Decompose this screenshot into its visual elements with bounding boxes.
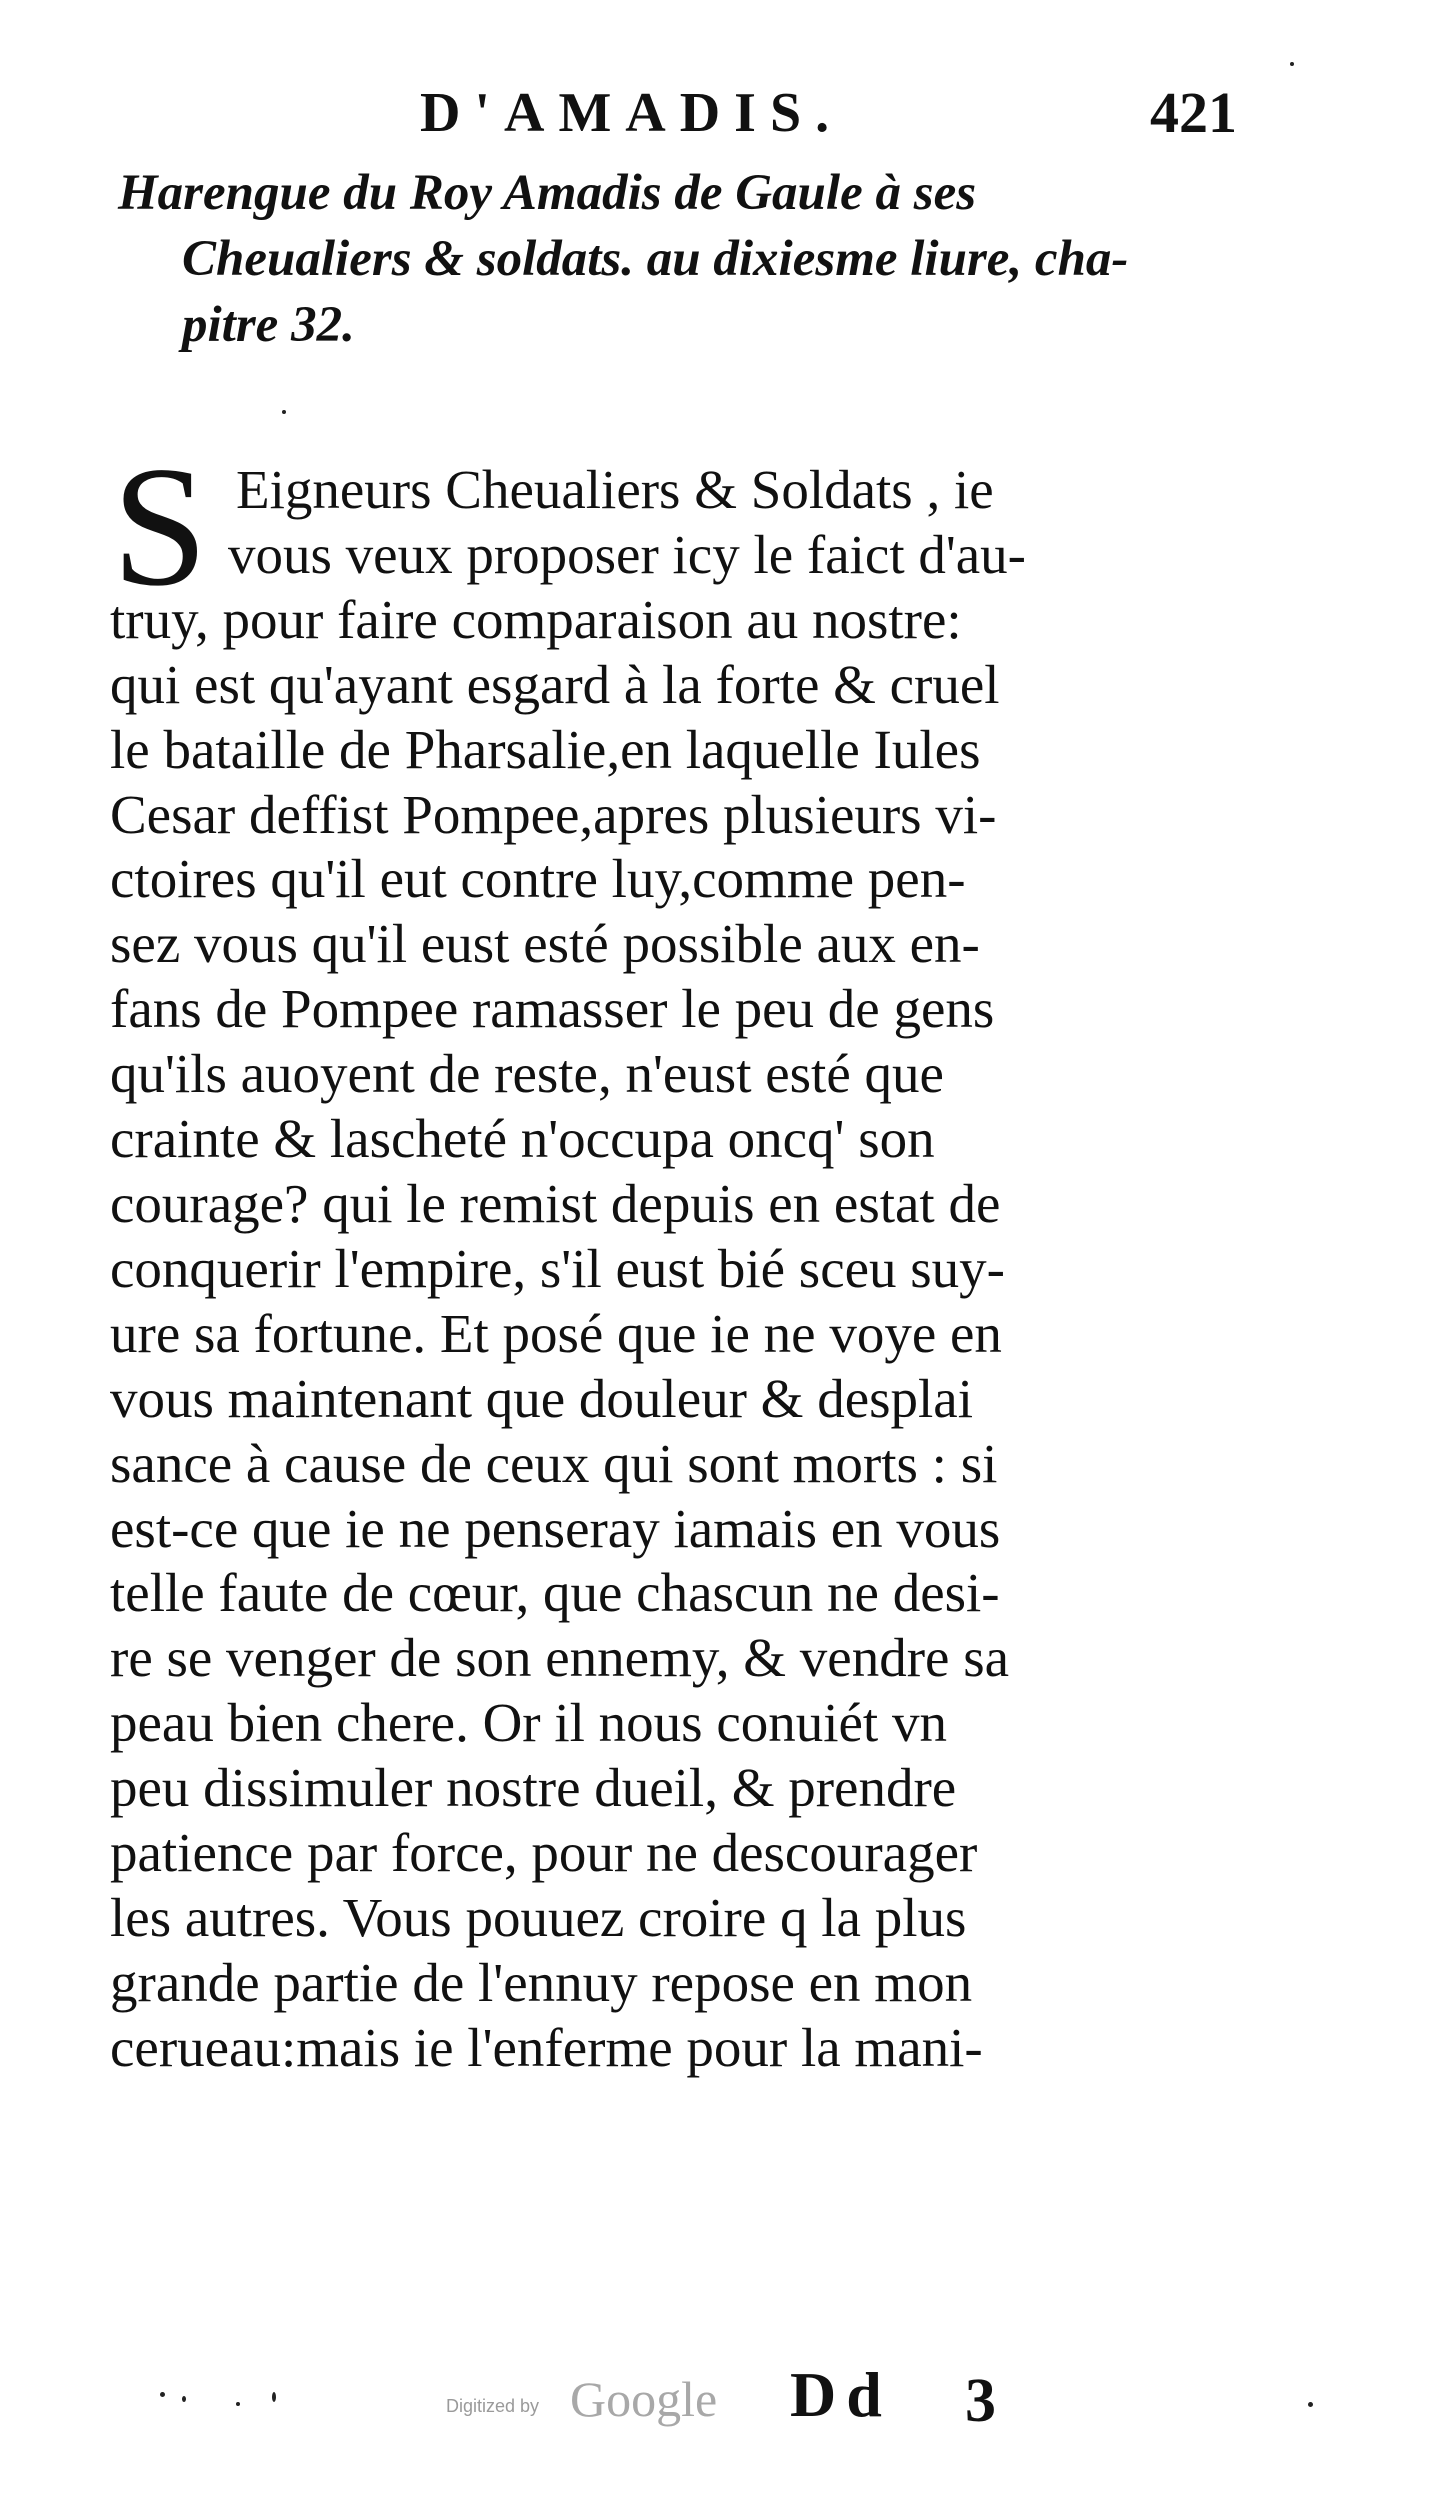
text-line: crainte & lascheté n'occupa oncq' son: [110, 1108, 935, 1170]
text-line: qui est qu'ayant esgard à la forte & cruel: [110, 653, 1000, 715]
running-title: D'AMADIS.: [420, 82, 844, 144]
text-line: sance à cause de ceux qui sont morts : si: [110, 1432, 998, 1494]
text-line: est-ce que ie ne penseray iamais en vous: [110, 1497, 1001, 1559]
text-line: vous maintenant que douleur & desplai: [110, 1367, 974, 1429]
ink-speck: [160, 2392, 165, 2397]
ink-speck: [1308, 2402, 1313, 2407]
ink-speck: [272, 2392, 276, 2402]
text-line: sez vous qu'il eust esté possible aux en-: [110, 913, 980, 975]
text-line: ure sa fortune. Et posé que ie ne voye en: [110, 1302, 1002, 1364]
text-line: cerueau:mais ie l'enferme pour la mani-: [110, 2016, 983, 2078]
text-line: les autres. Vous pouuez croire q la plus: [110, 1886, 967, 1948]
text-line: qu'ils auoyent de reste, n'eust esté que: [110, 1043, 944, 1105]
text-line: courage? qui le remist depuis en estat de: [110, 1172, 1001, 1234]
text-line: Cesar deffist Pompee,apres plusieurs vi-: [110, 783, 997, 845]
ink-speck: [282, 410, 286, 414]
digitized-label: Digitized by: [446, 2396, 540, 2416]
drop-cap: S: [112, 432, 208, 622]
heading-line: pitre 32.: [182, 297, 355, 353]
text-line: peu dissimuler nostre dueil, & prendre: [110, 1757, 957, 1819]
text-line: ctoires qu'il eut contre luy,comme pen-: [110, 848, 966, 910]
ink-speck: [182, 2396, 186, 2402]
text-line: conquerir l'empire, s'il eust bié sceu suy-: [110, 1237, 1005, 1299]
ink-speck: [236, 2402, 240, 2406]
signature-number: 3: [965, 2367, 996, 2435]
text-line: telle faute de cœur, que chascun ne desi-: [110, 1562, 1000, 1624]
text-line: patience par force, pour ne descourager: [110, 1822, 978, 1884]
page-footer: [0, 2350, 1452, 2450]
signature-mark: Dd: [790, 2359, 892, 2430]
text-line: fans de Pompee ramasser le peu de gens: [110, 978, 995, 1040]
page-number: 421: [1150, 80, 1237, 145]
text-line: le bataille de Pharsalie,en laquelle Iules: [110, 718, 981, 780]
ink-speck: [1290, 62, 1294, 66]
google-watermark: Google: [570, 2371, 718, 2427]
running-head: [0, 78, 1452, 148]
text-line: vous veux proposer icy le faict d'au-: [228, 523, 1026, 585]
text-line: peau bien chere. Or il nous conuiét vn: [110, 1692, 947, 1754]
text-line: truy, pour faire comparaison au nostre:: [110, 588, 962, 650]
heading-line: Harengue du Roy Amadis de Gaule à ses: [118, 165, 977, 221]
text-line: Eigneurs Cheualiers & Soldats , ie: [236, 459, 994, 520]
chapter-heading: [118, 160, 1318, 358]
body-text: [110, 458, 1310, 2081]
text-line: re se venger de son ennemy, & vendre sa: [110, 1627, 1010, 1689]
text-line: grande partie de l'ennuy repose en mon: [110, 1951, 973, 2013]
heading-line: Cheualiers & soldats. au dixiesme liure, cha-: [182, 231, 1129, 287]
